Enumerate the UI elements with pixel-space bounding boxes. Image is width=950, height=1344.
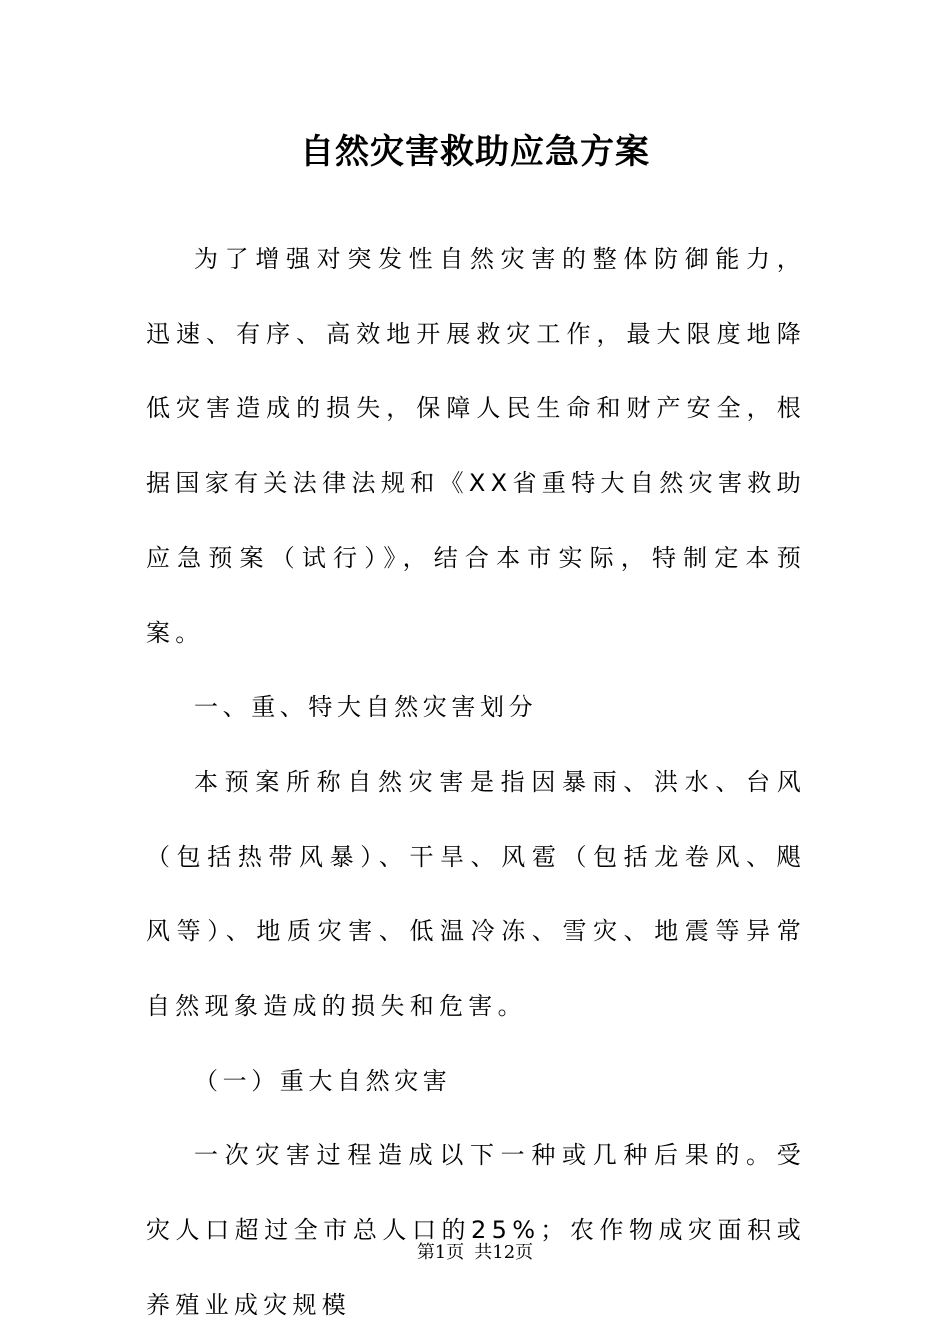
page-footer	[0, 1241, 950, 1265]
document-title: 自然灾害救助应急方案	[300, 132, 650, 172]
page-total: 共12页	[474, 1242, 534, 1263]
section-heading-1: 一、重、特大自然灾害划分	[194, 693, 538, 722]
document-body	[146, 222, 806, 1343]
definition-paragraph: 本预案所称自然灾害是指因暴雨、洪水、台风（包括热带风暴）、干旱、风雹（包括龙卷风、飓风等）、地质灾害、低温冷冻、雪灾、地震等异常自然现象造成的损失和危害。	[146, 767, 806, 1021]
subsection-heading-1: （一）重大自然灾害	[194, 1066, 452, 1095]
criteria-paragraph: 一次灾害过程造成以下一种或几种后果的。受灾人口超过全市总人口的25%；农作物成灾面积或养殖业成灾规模	[146, 1141, 806, 1319]
intro-paragraph: 为了增强对突发性自然灾害的整体防御能力，迅速、有序、高效地开展救灾工作，最大限度地降低灾害造成的损失，保障人民生命和财产安全，根据国家有关法律法规和《XX省重特大自然灾害救助应急预案（试行）》，结合本市实际，特制定本预案。	[146, 245, 806, 647]
page-number: 第1页	[416, 1242, 465, 1263]
